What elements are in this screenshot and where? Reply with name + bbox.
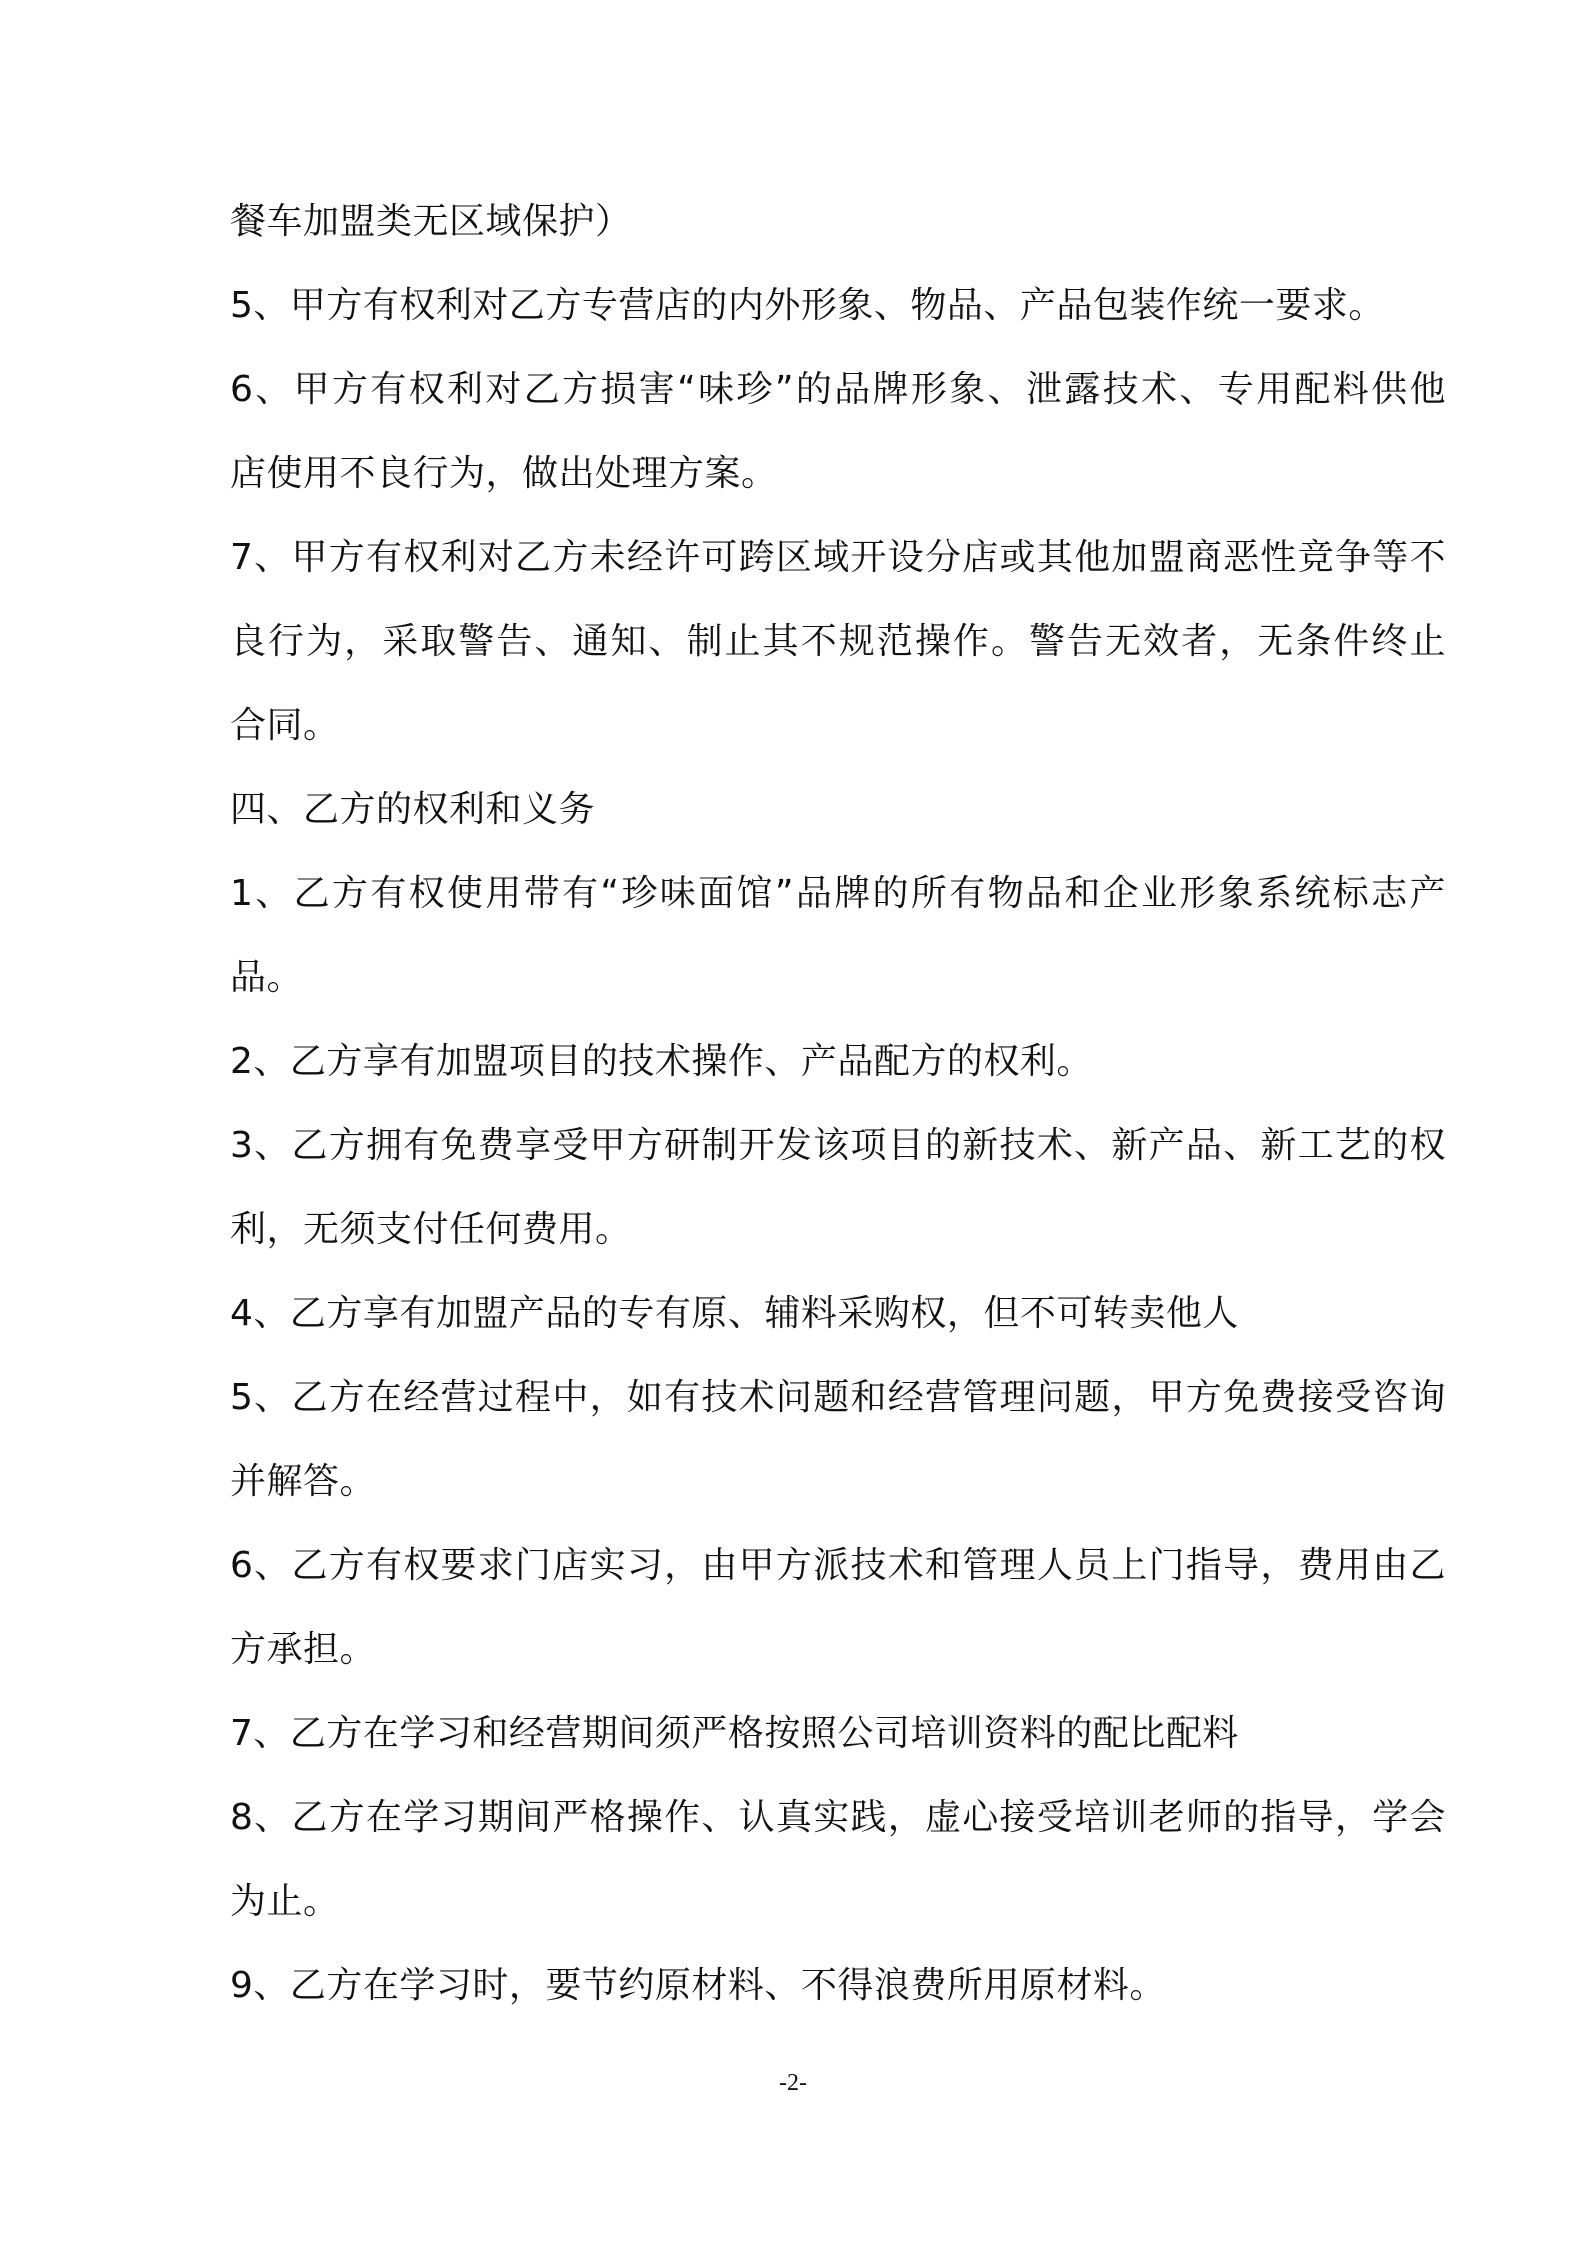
clause-b-7: 7、乙方在学习和经营期间须严格按照公司培训资料的配比配料 xyxy=(230,1713,1239,1754)
clause-b-3-line-1: 3、乙方拥有免费享受甲方研制开发该项目的新技术、新产品、新工艺的权 xyxy=(230,1125,1446,1166)
document-body xyxy=(230,193,1446,2041)
clause-b-4: 4、乙方享有加盟产品的专有原、辅料采购权，但不可转卖他人 xyxy=(230,1293,1239,1334)
clause-b-5-line-1: 5、乙方在经营过程中，如有技术问题和经营管理问题，甲方免费接受咨询 xyxy=(230,1377,1446,1418)
clause-a-7-line-3: 合同。 xyxy=(230,705,340,746)
text-line-1: 餐车加盟类无区域保护） xyxy=(230,201,632,242)
clause-b-2: 2、乙方享有加盟项目的技术操作、产品配方的权利。 xyxy=(230,1041,1093,1082)
clause-a-6-line-1: 6、甲方有权利对乙方损害“味珍”的品牌形象、泄露技术、专用配料供他 xyxy=(230,369,1446,410)
clause-b-3-line-2: 利，无须支付任何费用。 xyxy=(230,1209,632,1250)
clause-b-8-line-2: 为止。 xyxy=(230,1881,340,1922)
clause-b-9: 9、乙方在学习时，要节约原材料、不得浪费所用原材料。 xyxy=(230,1965,1166,2006)
clause-a-7-line-2: 良行为，采取警告、通知、制止其不规范操作。警告无效者，无条件终止 xyxy=(230,621,1446,662)
clause-a-6-line-2: 店使用不良行为，做出处理方案。 xyxy=(230,453,778,494)
page-number: -2- xyxy=(779,2070,807,2096)
clause-b-5-line-2: 并解答。 xyxy=(230,1461,377,1502)
clause-b-1-line-1: 1、乙方有权使用带有“珍味面馆”品牌的所有物品和企业形象系统标志产 xyxy=(230,873,1446,914)
clause-a-7-line-1: 7、甲方有权利对乙方未经许可跨区域开设分店或其他加盟商恶性竞争等不 xyxy=(230,537,1446,578)
clause-b-6-line-1: 6、乙方有权要求门店实习，由甲方派技术和管理人员上门指导，费用由乙 xyxy=(230,1545,1446,1586)
clause-b-8-line-1: 8、乙方在学习期间严格操作、认真实践，虚心接受培训老师的指导，学会 xyxy=(230,1797,1446,1838)
clause-b-6-line-2: 方承担。 xyxy=(230,1629,377,1670)
clause-b-1-line-2: 品。 xyxy=(230,957,304,998)
section-heading-4: 四、乙方的权利和义务 xyxy=(230,789,596,830)
clause-a-5: 5、甲方有权利对乙方专营店的内外形象、物品、产品包装作统一要求。 xyxy=(230,285,1385,326)
